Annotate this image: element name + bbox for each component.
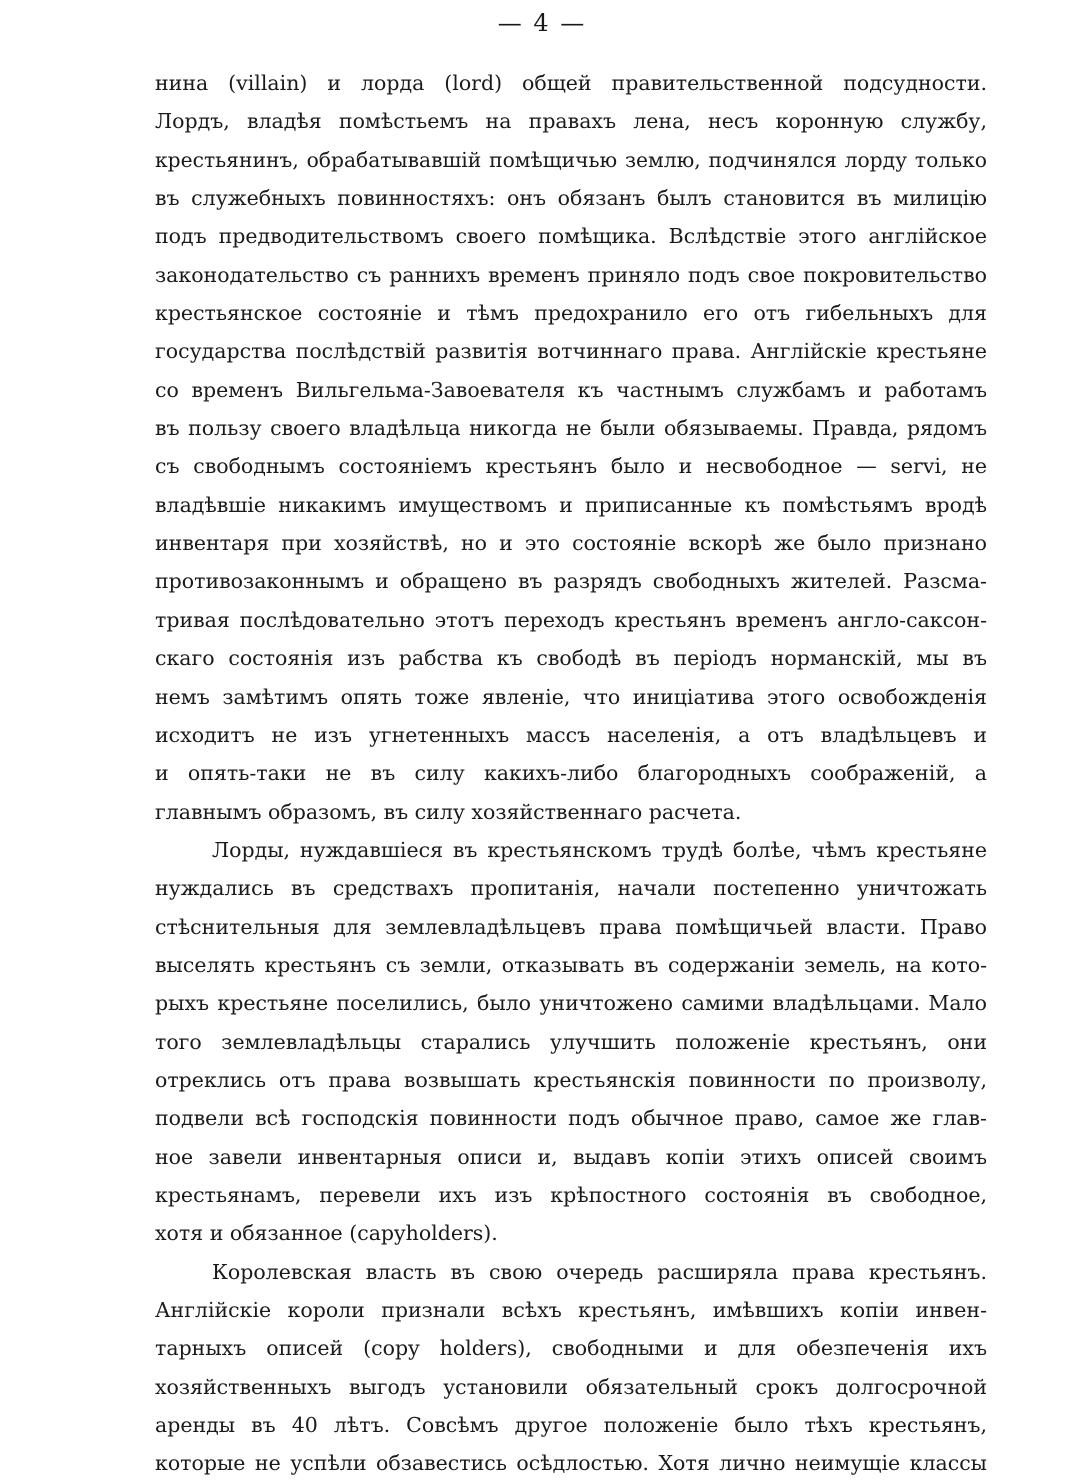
text-line: Лорды, нуждавшіеся въ крестьянскомъ трудѣ болѣе, чѣмъ крестьяне [212, 837, 987, 862]
text-line: законодательство съ раннихъ временъ приняло подъ свое покровительство [155, 262, 987, 287]
text-line: нуждались въ средствахъ пропитанія, начали постепенно уничтожать [155, 876, 987, 901]
text-line: хотя и обязанное (capyholders). [155, 1221, 498, 1246]
text-line: Лордъ, владѣя помѣстьемъ на правахъ лена, несъ коронную службу, [155, 109, 987, 134]
text-line: и опять-таки не въ силу какихъ-либо благородныхъ соображеній, а [155, 761, 987, 786]
page-number: — 4 — [497, 9, 587, 37]
text-line: крестьянское состояніе и тѣмъ предохранило его отъ гибельныхъ для [155, 301, 987, 326]
body-text [155, 64, 987, 1483]
text-line: со временъ Вильгельма-Завоевателя къ частнымъ службамъ и работамъ [155, 377, 987, 402]
text-line: инвентаря при хозяйствѣ, но и это состояніе вскорѣ же было признано [155, 531, 987, 556]
text-line: немъ замѣтимъ опять тоже явленіе, что иниціатива этого освобожденія [155, 684, 987, 709]
text-line: съ свободнымъ состояніемъ крестьянъ было и несвободное — servi, не [155, 454, 987, 479]
text-line: крестьянамъ, перевели ихъ изъ крѣпостного состоянія въ свободное, [155, 1182, 987, 1207]
text-line: Королевская власть въ свою очередь расширяла права крестьянъ. [212, 1259, 987, 1284]
text-line: того землевладѣльцы старались улучшить положеніе крестьянъ, они [155, 1029, 987, 1054]
text-line: противозаконнымъ и обращено въ разрядъ свободныхъ жителей. Разсма- [155, 569, 987, 594]
text-line: подвели всѣ господскія повинности подъ обычное право, самое же глав- [155, 1106, 987, 1131]
paragraph-3 [155, 1253, 987, 1483]
text-line: отреклись отъ права возвышать крестьянскія повинности по произволу, [155, 1067, 987, 1092]
text-line: владѣвшіе никакимъ имуществомъ и приписанные къ помѣстьямъ вродѣ [155, 492, 987, 517]
text-line: главнымъ образомъ, въ силу хозяйственнаго расчета. [155, 799, 742, 824]
text-line: которые не успѣли обзавестись осѣдлостью. Хотя лично неимущіе классы [155, 1451, 987, 1476]
text-line: въ служебныхъ повинностяхъ: онъ обязанъ былъ становится въ милицію [155, 186, 987, 211]
text-line: тривая послѣдовательно этотъ переходъ крестьянъ временъ англо-саксон- [155, 607, 987, 632]
text-line: въ пользу своего владѣльца никогда не были обязываемы. Правда, рядомъ [155, 416, 987, 441]
text-line: выселять крестьянъ съ земли, отказывать въ содержаніи земель, на кото- [155, 952, 987, 977]
text-line: подъ предводительствомъ своего помѣщика. Вслѣдствіе этого англійское [155, 224, 987, 249]
text-line: исходитъ не изъ угнетенныхъ массъ населенія, а отъ владѣльцевъ и [155, 722, 987, 747]
text-line: Англійскіе короли признали всѣхъ крестьянъ, имѣвшихъ копіи инвен- [155, 1298, 987, 1322]
text-line: тарныхъ описей (copy holders), свободными и для обезпеченія ихъ [155, 1336, 987, 1361]
paragraph-2 [155, 831, 987, 1253]
text-line: аренды въ 40 лѣтъ. Совсѣмъ другое положеніе было тѣхъ крестьянъ, [155, 1413, 987, 1438]
text-line: стѣснительныя для землевладѣльцевъ права помѣщичьей власти. Право [155, 914, 987, 939]
text-line: крестьянинъ, обрабатывавшій помѣщичью землю, подчинялся лорду только [155, 147, 987, 172]
text-line: нина (villain) и лорда (lord) общей правительственной подсудности. [155, 71, 987, 95]
text-line: рыхъ крестьяне поселились, было уничтожено самими владѣльцами. Мало [155, 991, 987, 1016]
text-line: хозяйственныхъ выгодъ установили обязательный срокъ долгосрочной [155, 1374, 987, 1399]
paragraph-1 [155, 64, 987, 831]
text-line: государства послѣдствій развитія вотчиннаго права. Англійскіе крестьяне [155, 339, 987, 364]
text-line: ное завели инвентарныя описи и, выдавъ копіи этихъ описей своимъ [155, 1144, 987, 1169]
text-line: скаго состоянія изъ рабства къ свободѣ въ періодъ норманскій, мы въ [155, 646, 987, 671]
